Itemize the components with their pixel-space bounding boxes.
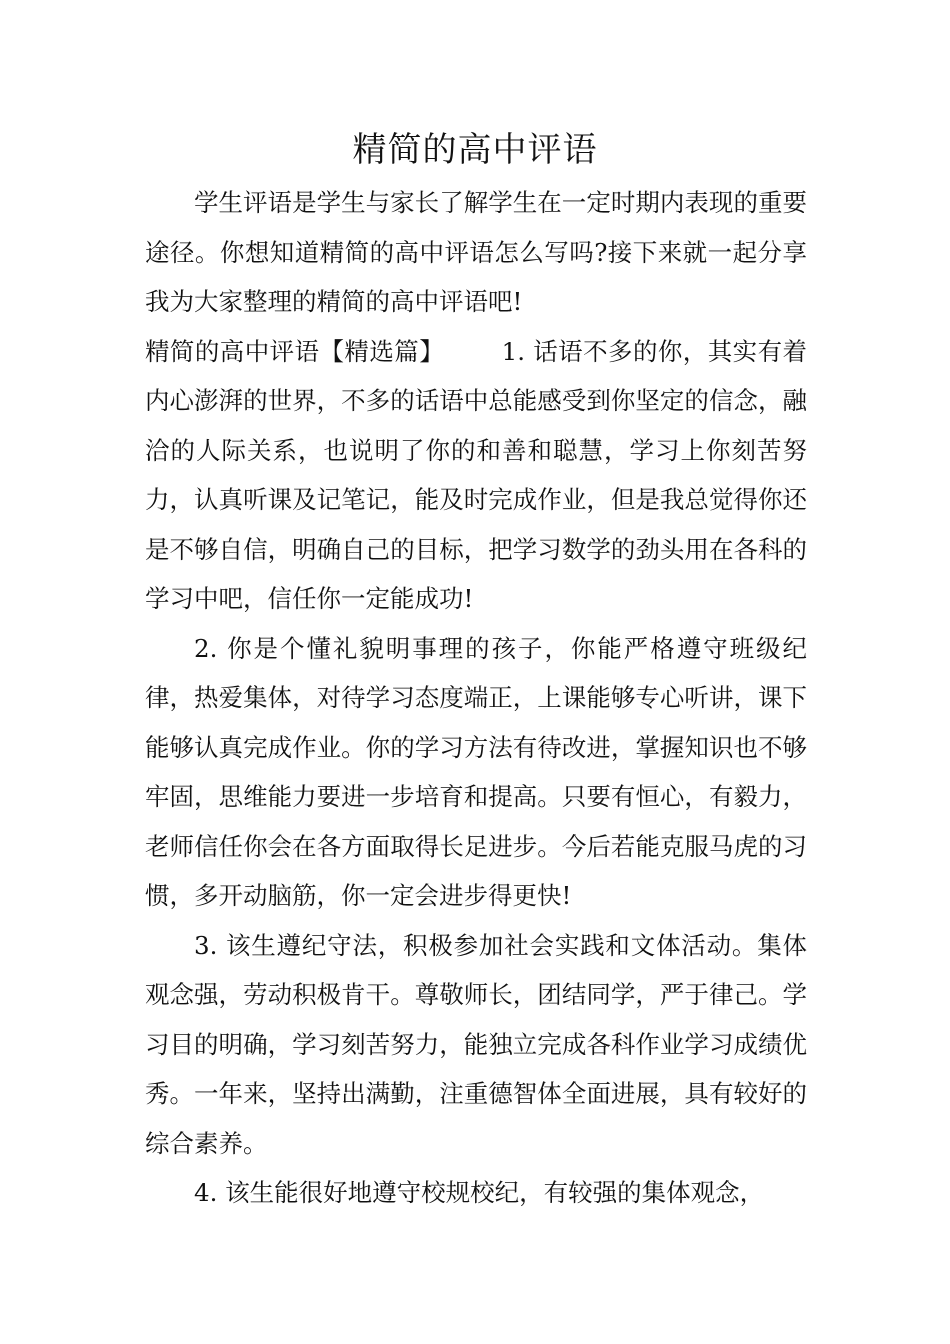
intro-paragraph: 学生评语是学生与家长了解学生在一定时期内表现的重要途径。你想知道精简的高中评语怎么写吗?接下来就一起分享我为大家整理的精简的高中评语吧! <box>145 188 807 316</box>
item-1-text: 1. 话语不多的你，其实有着内心澎湃的世界，不多的话语中总能感受到你坚定的信念，融洽的人际关系，也说明了你的和善和聪慧，学习上你刻苦努力，认真听课及记笔记，能及时完成作业，但是我总觉得你还是不够自信，明确自己的目标，把学习数学的劲头用在各科的学习中吧，信任你一定能成功! <box>145 336 808 613</box>
item-2-paragraph: 2. 你是个懂礼貌明事理的孩子，你能严格遵守班级纪律，热爱集体，对待学习态度端正，上课能够专心听讲，课下能够认真完成作业。你的学习方法有待改进，掌握知识也不够牢固，思维能力要进一步培育和提高。只要有恒心，有毅力，老师信任你会在各方面取得长足进步。今后若能克服马虎的习惯，多开动脑筋，你一定会进步得更快! <box>145 633 807 910</box>
document-body <box>145 178 807 1218</box>
item-3-paragraph: 3. 该生遵纪守法，积极参加社会实践和文体活动。集体观念强，劳动积极肯干。尊敬师长，团结同学，严于律己。学习目的明确，学习刻苦努力，能独立完成各科作业学习成绩优秀。一年来，坚持出满勤，注重德智体全面进展，具有较好的综合素养。 <box>145 930 807 1158</box>
section-heading: 精简的高中评语【精选篇】 <box>145 336 445 366</box>
item-1-paragraph <box>145 327 807 624</box>
heading-gap <box>444 337 502 366</box>
item-4-paragraph: 4. 该生能很好地遵守校规校纪，有较强的集体观念， <box>194 1178 765 1207</box>
document-title: 精简的高中评语 <box>352 130 598 170</box>
